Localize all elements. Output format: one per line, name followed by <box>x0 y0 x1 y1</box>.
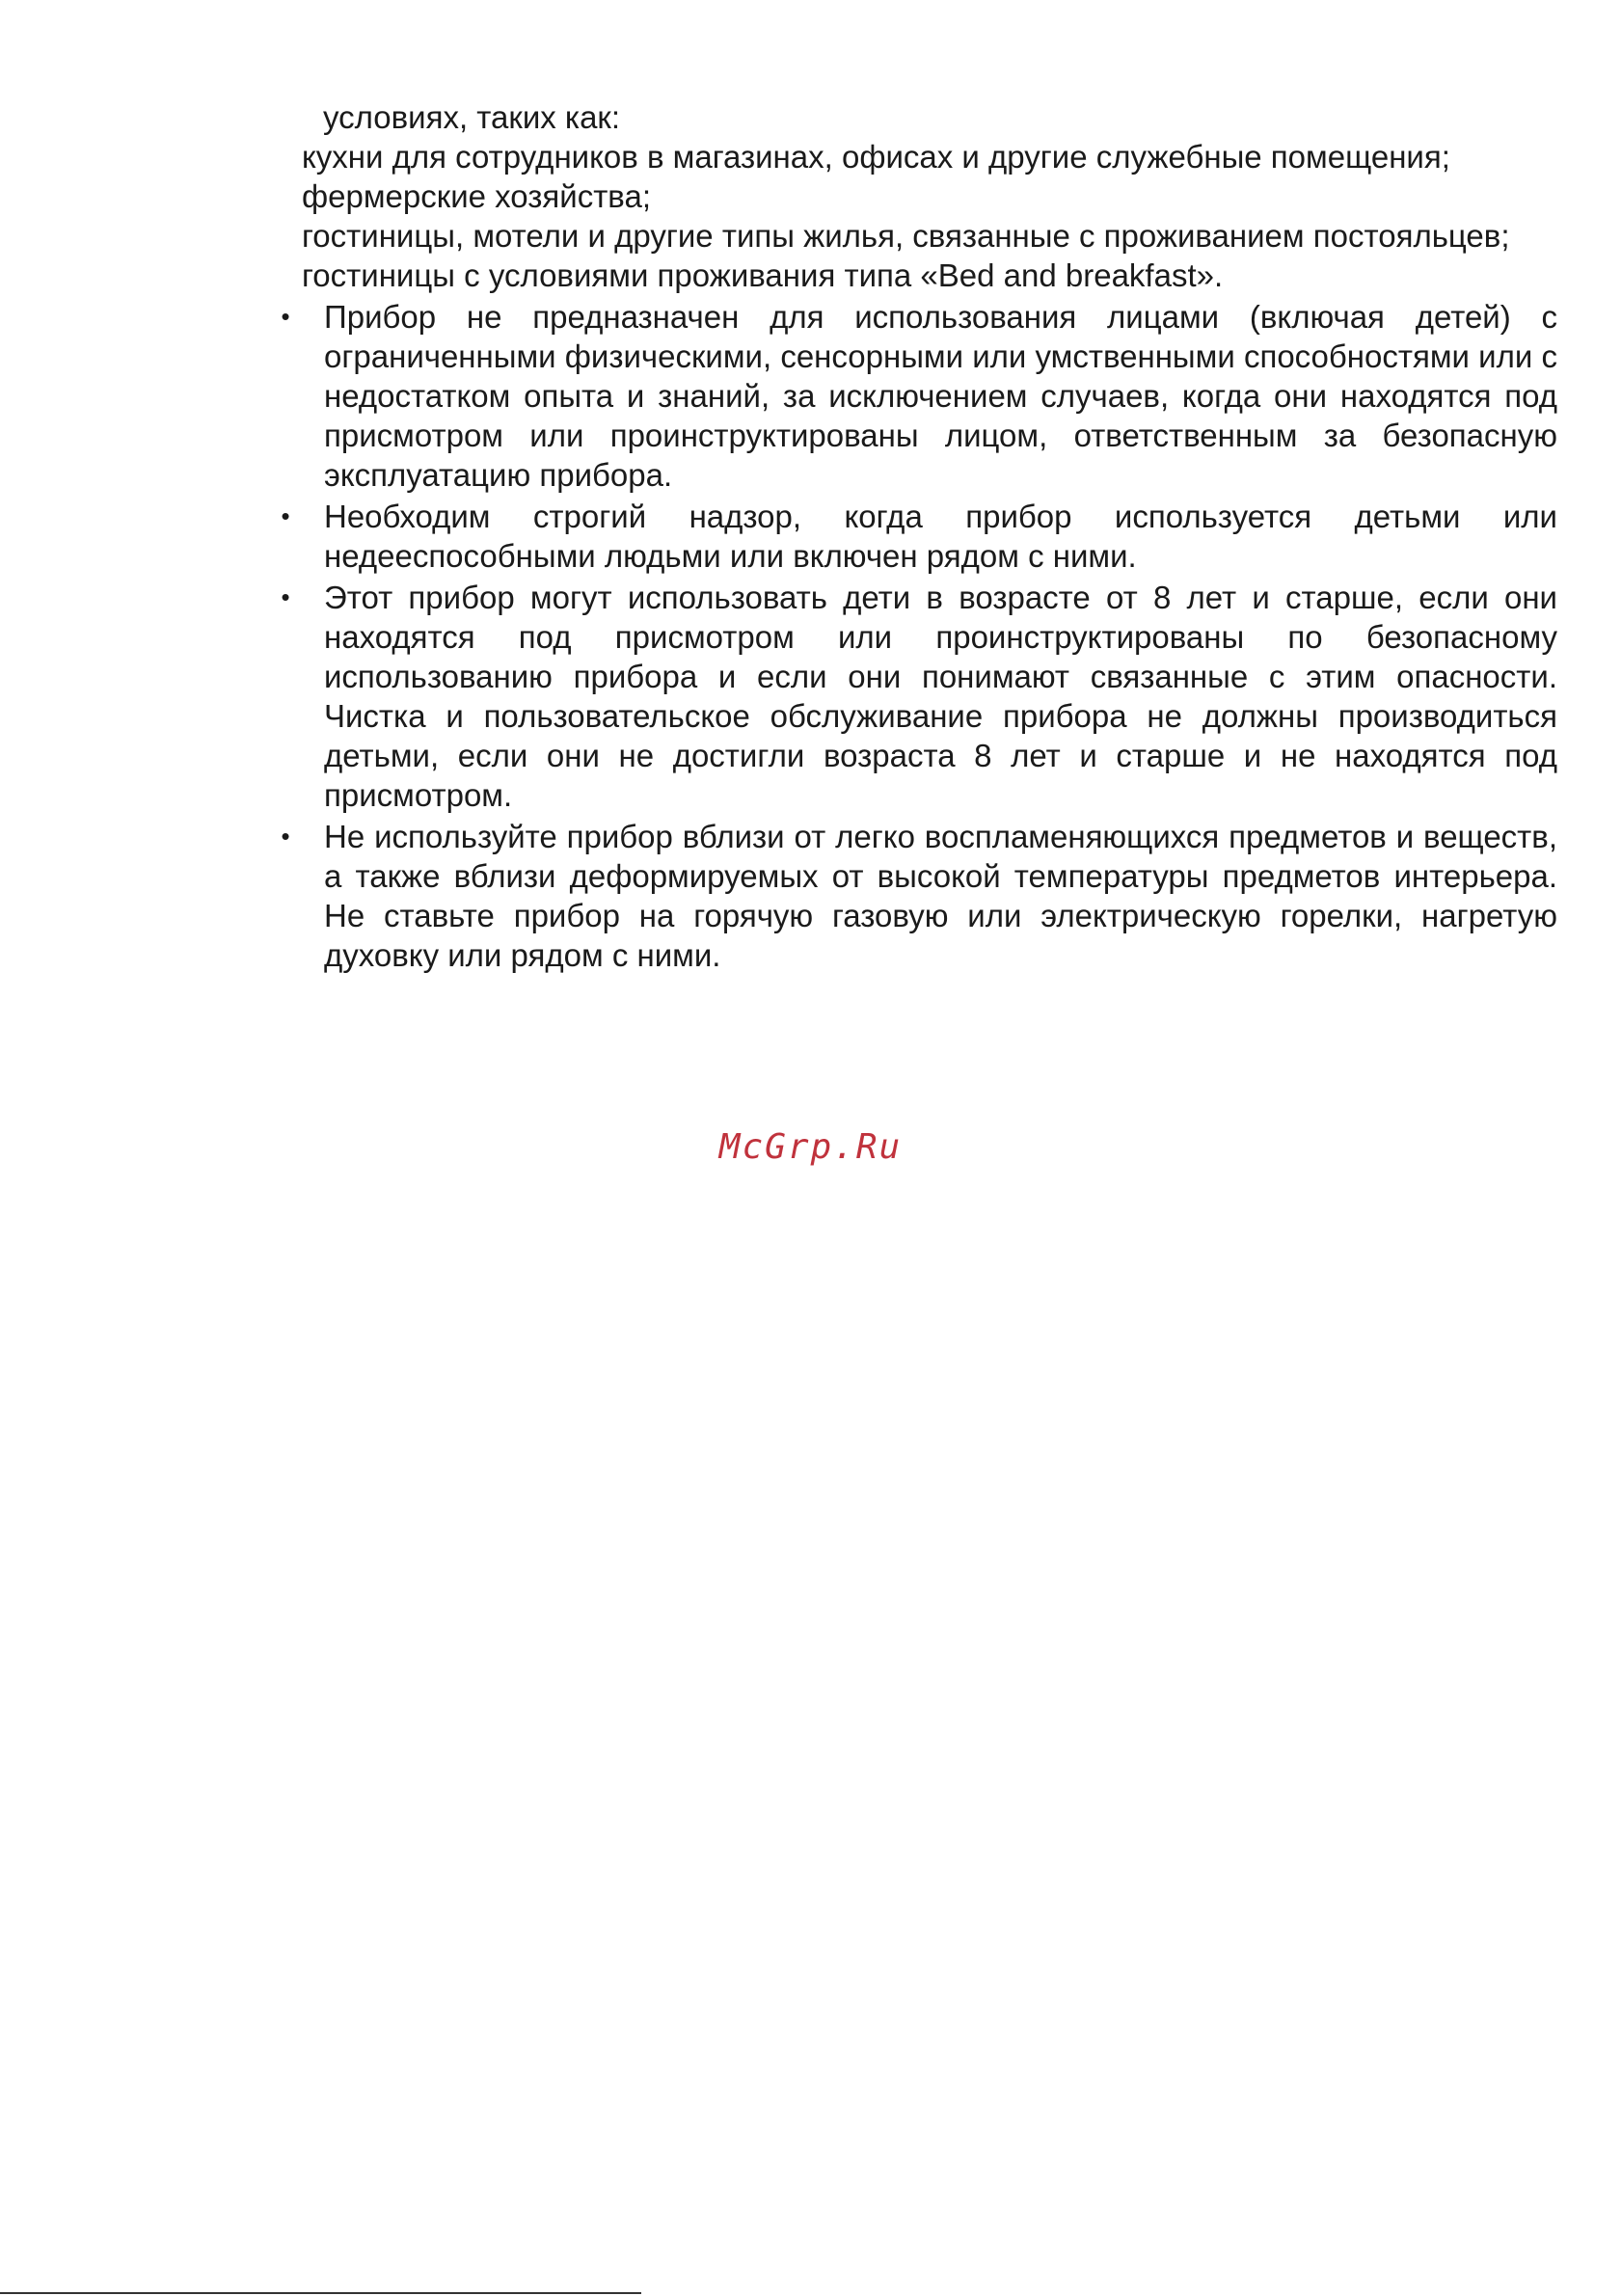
intro-line-3: гостиницы, мотели и другие типы жилья, связанные с проживанием постояльцев; <box>302 218 1510 254</box>
bullet-text: Не используйте прибор вблизи от легко воспламеняющихся предметов и веществ, а также вблизи деформируемых от высокой температуры предметов интерьера. Не ставьте прибор на горячую газовую или электрическую горелки, нагретую духовку или рядом с ними. <box>324 819 1557 973</box>
watermark: McGrp.Ru <box>718 1127 903 1167</box>
bullet-item <box>281 817 1557 975</box>
document-body <box>281 97 1557 975</box>
footnote-divider <box>0 2292 641 2294</box>
bullet-item <box>281 297 1557 495</box>
bullet-dot-icon: • <box>281 582 290 611</box>
bullet-text: Прибор не предназначен для использования лицами (включая детей) с ограниченными физическими, сенсорными или умственными способностями или с недостатком опыта и знаний, за исключением случаев, когда они находятся под присмотром или проинструктированы лицом, ответственным за безопасную эксплуатацию прибора. <box>324 299 1557 493</box>
bullet-dot-icon: • <box>281 501 290 530</box>
bullet-item <box>281 497 1557 576</box>
bullet-dot-icon: • <box>281 302 290 331</box>
bullet-text: Необходим строгий надзор, когда прибор используется детьми или недееспособными людьми или включен рядом с ними. <box>324 499 1557 574</box>
intro-line-1: кухни для сотрудников в магазинах, офисах и другие служебные помещения; <box>302 139 1450 175</box>
bullet-dot-icon: • <box>281 822 290 851</box>
safety-bullet-list <box>281 297 1557 975</box>
intro-line-4: гостиницы с условиями проживания типа «Bed and breakfast». <box>302 257 1224 293</box>
bullet-item <box>281 578 1557 815</box>
bullet-text: Этот прибор могут использовать дети в возрасте от 8 лет и старше, если они находятся под присмотром или проинструктированы по безопасному использованию прибора и если они понимают связанные с этим опасности. Чистка и пользовательское обслуживание прибора не должны производиться детьми, если они не достигли возраста 8 лет и старше и не находятся под присмотром. <box>324 580 1557 813</box>
intro-line-0: условиях, таких как: <box>323 99 621 135</box>
intro-line-2: фермерские хозяйства; <box>302 178 651 214</box>
